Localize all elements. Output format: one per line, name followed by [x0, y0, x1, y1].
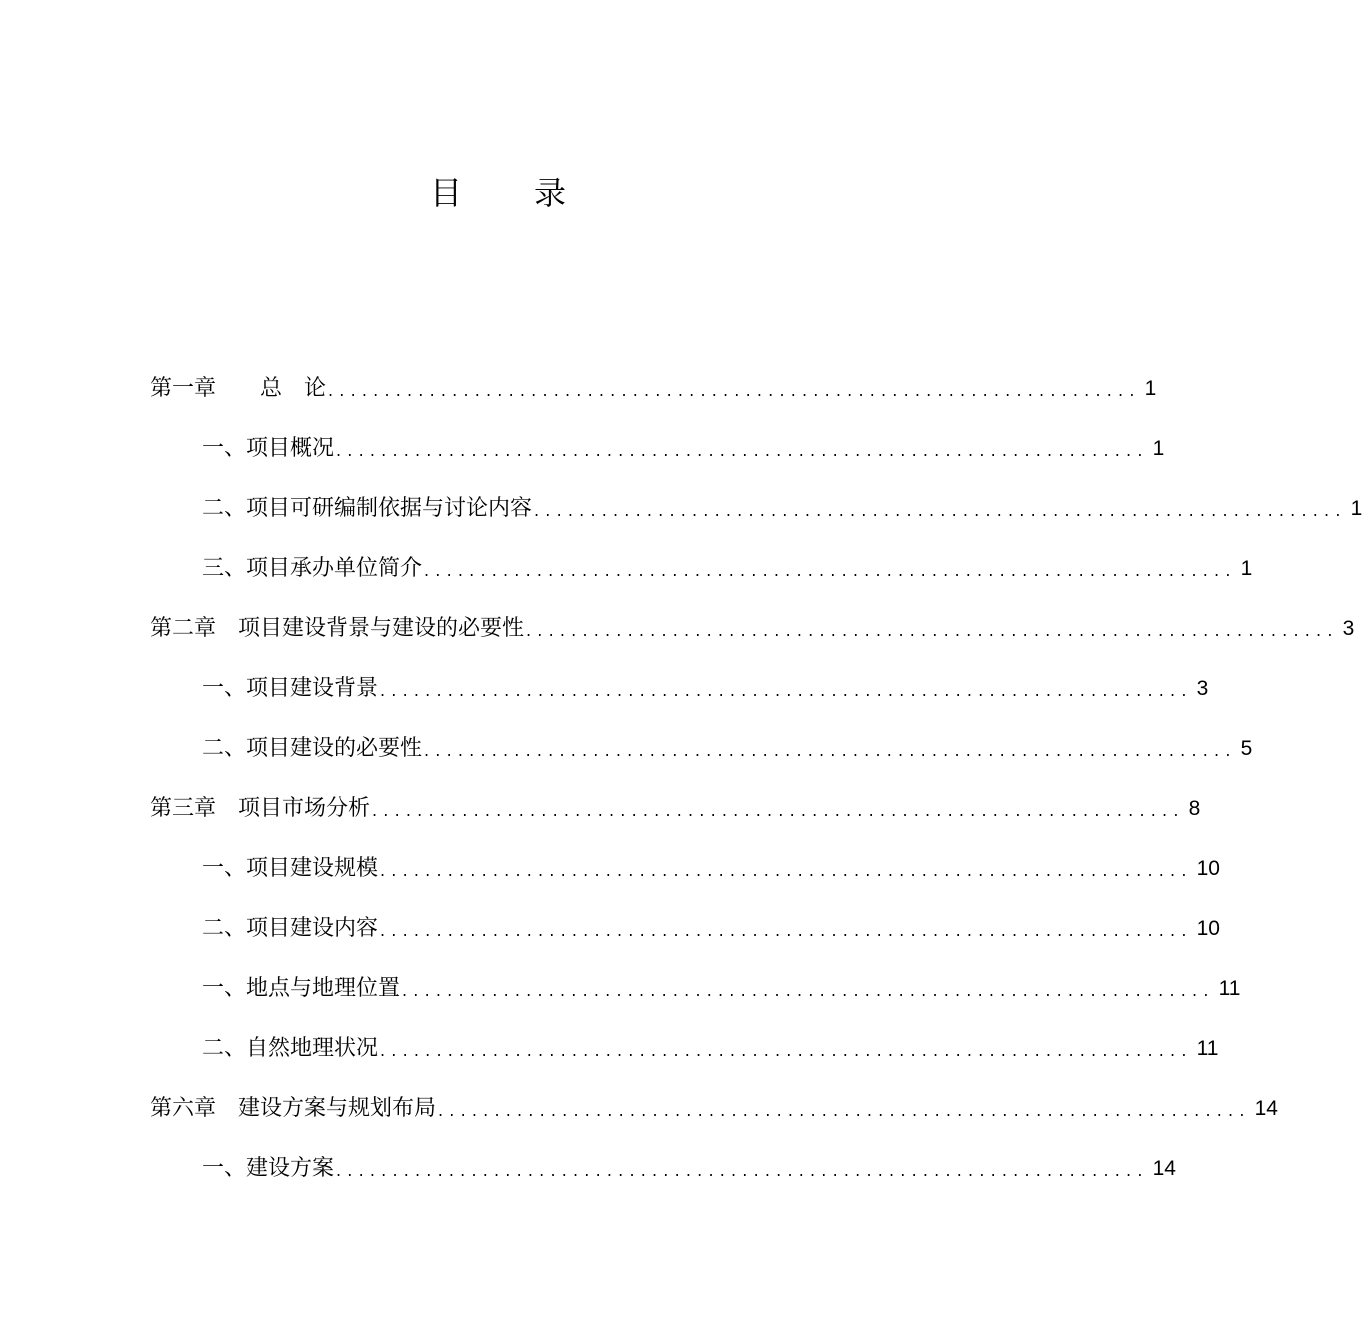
dot-leader: ........................................................................	[380, 861, 1193, 880]
toc-entry-section[interactable]	[202, 904, 1220, 944]
dot-leader: ........................................................................	[534, 501, 1347, 520]
toc-page-number: 10	[1196, 857, 1220, 880]
toc-page-number: 8	[1188, 797, 1201, 820]
page-title	[0, 168, 950, 218]
toc-entry-chapter-1[interactable]	[150, 364, 1157, 404]
dot-leader: ........................................................................	[380, 1041, 1193, 1060]
dot-leader: ........................................................................	[380, 681, 1193, 700]
dot-leader: ........................................................................	[336, 441, 1149, 460]
dot-leader: ........................................................................	[336, 1161, 1149, 1180]
toc-page-number: 1	[1350, 497, 1362, 520]
toc-entry-section[interactable]	[202, 964, 1241, 1004]
dot-leader: ........................................................................	[438, 1101, 1251, 1120]
toc-page-number: 1	[1144, 377, 1157, 400]
toc-entry-section[interactable]	[202, 484, 1362, 524]
dot-leader: ........................................................................	[380, 921, 1193, 940]
toc-entry-section[interactable]	[202, 724, 1253, 764]
toc-page-number: 11	[1196, 1037, 1219, 1060]
toc-entry-text: 二、项目建设的必要性	[202, 736, 423, 761]
toc-entry-text: 一、地点与地理位置	[202, 976, 401, 1001]
title-char-lu: 录	[534, 174, 567, 212]
toc-entry-text: 二、自然地理状况	[202, 1036, 379, 1061]
toc-page-number: 14	[1254, 1097, 1278, 1120]
toc-entry-text: 一、建设方案	[202, 1156, 335, 1181]
dot-leader: ........................................................................	[424, 741, 1237, 760]
toc-page-number: 3	[1196, 677, 1209, 700]
toc-page-number: 5	[1240, 737, 1253, 760]
dot-leader: ........................................................................	[372, 801, 1185, 820]
toc-page-number: 14	[1152, 1157, 1176, 1180]
toc-entry-text: 二、项目建设内容	[202, 916, 379, 941]
toc-entry-section[interactable]	[202, 664, 1209, 704]
toc-entry-text: 第二章 项目建设背景与建设的必要性	[150, 616, 525, 641]
toc-page-number: 1	[1240, 557, 1253, 580]
toc-entry-section[interactable]	[202, 844, 1220, 884]
toc-entry-text: 二、项目可研编制依据与讨论内容	[202, 496, 533, 521]
toc-page-number: 10	[1196, 917, 1220, 940]
toc-page-number: 11	[1218, 977, 1241, 1000]
toc-entry-section[interactable]	[202, 1144, 1176, 1184]
toc-entry-text: 一、项目建设规模	[202, 856, 379, 881]
title-char-mu: 目	[430, 174, 463, 212]
toc-entry-text: 第三章 项目市场分析	[150, 796, 371, 821]
toc-entry-text: 第六章 建设方案与规划布局	[150, 1096, 437, 1121]
toc-entry-chapter-3[interactable]	[150, 784, 1201, 824]
toc-page-number: 3	[1342, 617, 1355, 640]
toc-page-number: 1	[1152, 437, 1165, 460]
dot-leader: ........................................................................	[424, 561, 1237, 580]
toc-entry-text: 一、项目建设背景	[202, 676, 379, 701]
dot-leader: ........................................................................	[328, 381, 1141, 400]
toc-entry-chapter-6[interactable]	[150, 1084, 1278, 1124]
toc-entry-section[interactable]	[202, 424, 1165, 464]
toc-entry-chapter-2[interactable]	[150, 604, 1355, 644]
toc-entry-section[interactable]	[202, 544, 1253, 584]
dot-leader: ........................................................................	[402, 981, 1215, 1000]
toc-entry-text: 三、项目承办单位简介	[202, 556, 423, 581]
toc-entry-text: 一、项目概况	[202, 436, 335, 461]
toc-entry-section[interactable]	[202, 1024, 1219, 1064]
toc-entry-text: 第一章 总 论	[150, 376, 327, 401]
dot-leader: ........................................................................	[526, 621, 1339, 640]
